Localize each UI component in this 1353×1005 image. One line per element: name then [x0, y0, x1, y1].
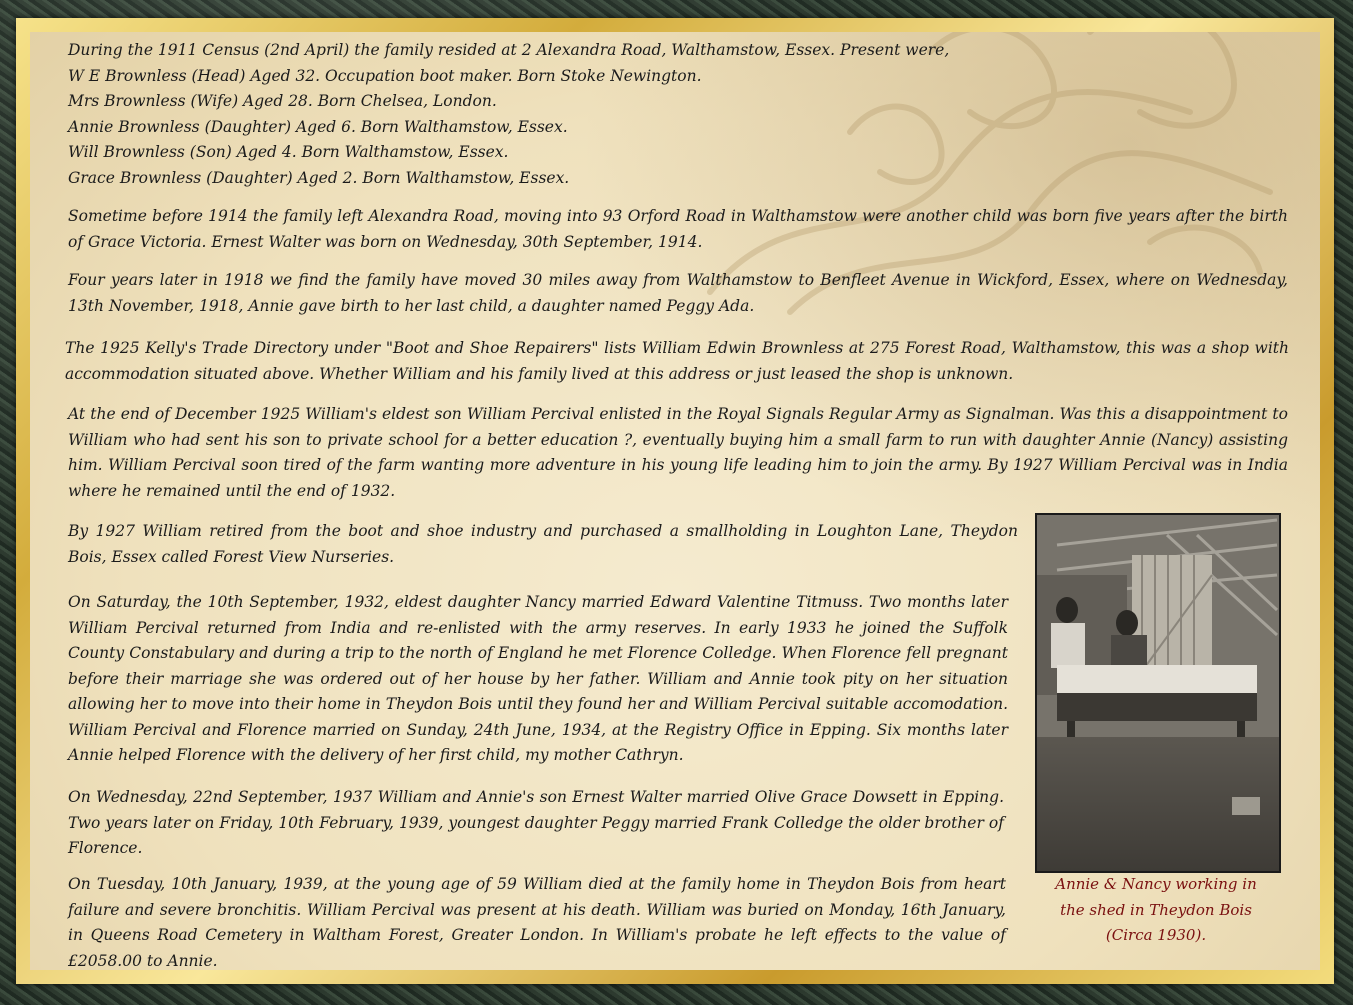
paragraph-forest-view: By 1927 William retired from the boot and shoe industry and purchased a smallholding in Loughton Lane, Theydon Bois, Essex called Forest View Nurseries.	[68, 522, 1018, 566]
caption-line: the shed in Theydon Bois	[1060, 900, 1252, 919]
paragraph-william-death: On Tuesday, 10th January, 1939, at the young age of 59 William died at the family home in Theydon Bois from heart failure and severe bronchitis. William Percival was present at his death. William was buried on Monday, 16th January, in Queens Road Cemetery in Waltham Forest, Greater London. In William's probate he left effects to the value of £2058.00 to Annie.	[68, 875, 1006, 970]
paragraph-kellys-directory: The 1925 Kelly's Trade Directory under "Boot and Shoe Repairers" lists William Edwin Brownless at 275 Forest Road, Walthamstow, this was a shop with accommodation situated above. Whether William and his family lived at this address or just leased the shop is unknown.	[65, 339, 1289, 383]
gold-frame	[16, 18, 1334, 984]
census-line: Mrs Brownless (Wife) Aged 28. Born Chelsea, London.	[68, 92, 497, 110]
paragraph-wickford: Four years later in 1918 we find the family have moved 30 miles away from Walthamstow to Benfleet Avenue in Wickford, Essex, where on Wednesday, 13th November, 1918, Annie gave birth to her last child, a daughter named Peggy Ada.	[68, 271, 1288, 315]
shed-photo	[1035, 513, 1281, 873]
census-line: Will Brownless (Son) Aged 4. Born Walthamstow, Essex.	[68, 143, 509, 161]
paragraph-royal-signals: At the end of December 1925 William's eldest son William Percival enlisted in the Royal Signals Regular Army as Signalman. Was this a disappointment to William who had sent his son to private school for a better education ?, eventually buying him a small farm to run with daughter Annie (Nancy) assisting him. William Percival soon tired of the farm wanting more adventure in his young life leading him to join the army. By 1927 William Percival was in India where he remained until the end of 1932.	[68, 405, 1288, 500]
caption-line: Annie & Nancy working in	[1055, 875, 1257, 893]
caption-line: (Circa 1930).	[1105, 926, 1207, 944]
photo-caption	[1025, 872, 1287, 949]
shed-photo-illustration	[1037, 515, 1279, 871]
paragraph-nancy-marriage: On Saturday, the 10th September, 1932, eldest daughter Nancy married Edward Valentine Titmuss. Two months later William Percival returned from India and re-enlisted with the army reserves. In early 1933 he joined the Suffolk County Constabulary and during a trip to the north of England he met Florence Colledge. When Florence fell pregnant before their marriage she was ordered out of her house by her father. William and Annie took pity on her situation allowing her to move into their home in Theydon Bois until they found her and William Percival suitable accomodation. William Percival and Florence married on Sunday, 24th June, 1934, at the Registry Office in Epping. Six months later Annie helped Florence with the delivery of her first child, my mother Cathryn.	[68, 593, 1008, 764]
census-line: Annie Brownless (Daughter) Aged 6. Born Walthamstow, Essex.	[68, 117, 568, 136]
census-line: W E Brownless (Head) Aged 32. Occupation boot maker. Born Stoke Newington.	[68, 66, 702, 85]
census-line: During the 1911 Census (2nd April) the family resided at 2 Alexandra Road, Walthamstow, Essex. Present were,	[68, 41, 950, 59]
parchment-page	[30, 32, 1320, 970]
paragraph-orford-road: Sometime before 1914 the family left Alexandra Road, moving into 93 Orford Road in Walthamstow were another child was born five years after the birth of Grace Victoria. Ernest Walter was born on Wednesday, 30th September, 1914.	[68, 207, 1288, 251]
census-line: Grace Brownless (Daughter) Aged 2. Born Walthamstow, Essex.	[68, 168, 570, 187]
census-block	[68, 38, 1288, 191]
paragraph-ernest-marriage: On Wednesday, 22nd September, 1937 William and Annie's son Ernest Walter married Olive Grace Dowsett in Epping. Two years later on Friday, 10th February, 1939, youngest daughter Peggy married Frank Colledge the older brother of Florence.	[68, 788, 1004, 857]
